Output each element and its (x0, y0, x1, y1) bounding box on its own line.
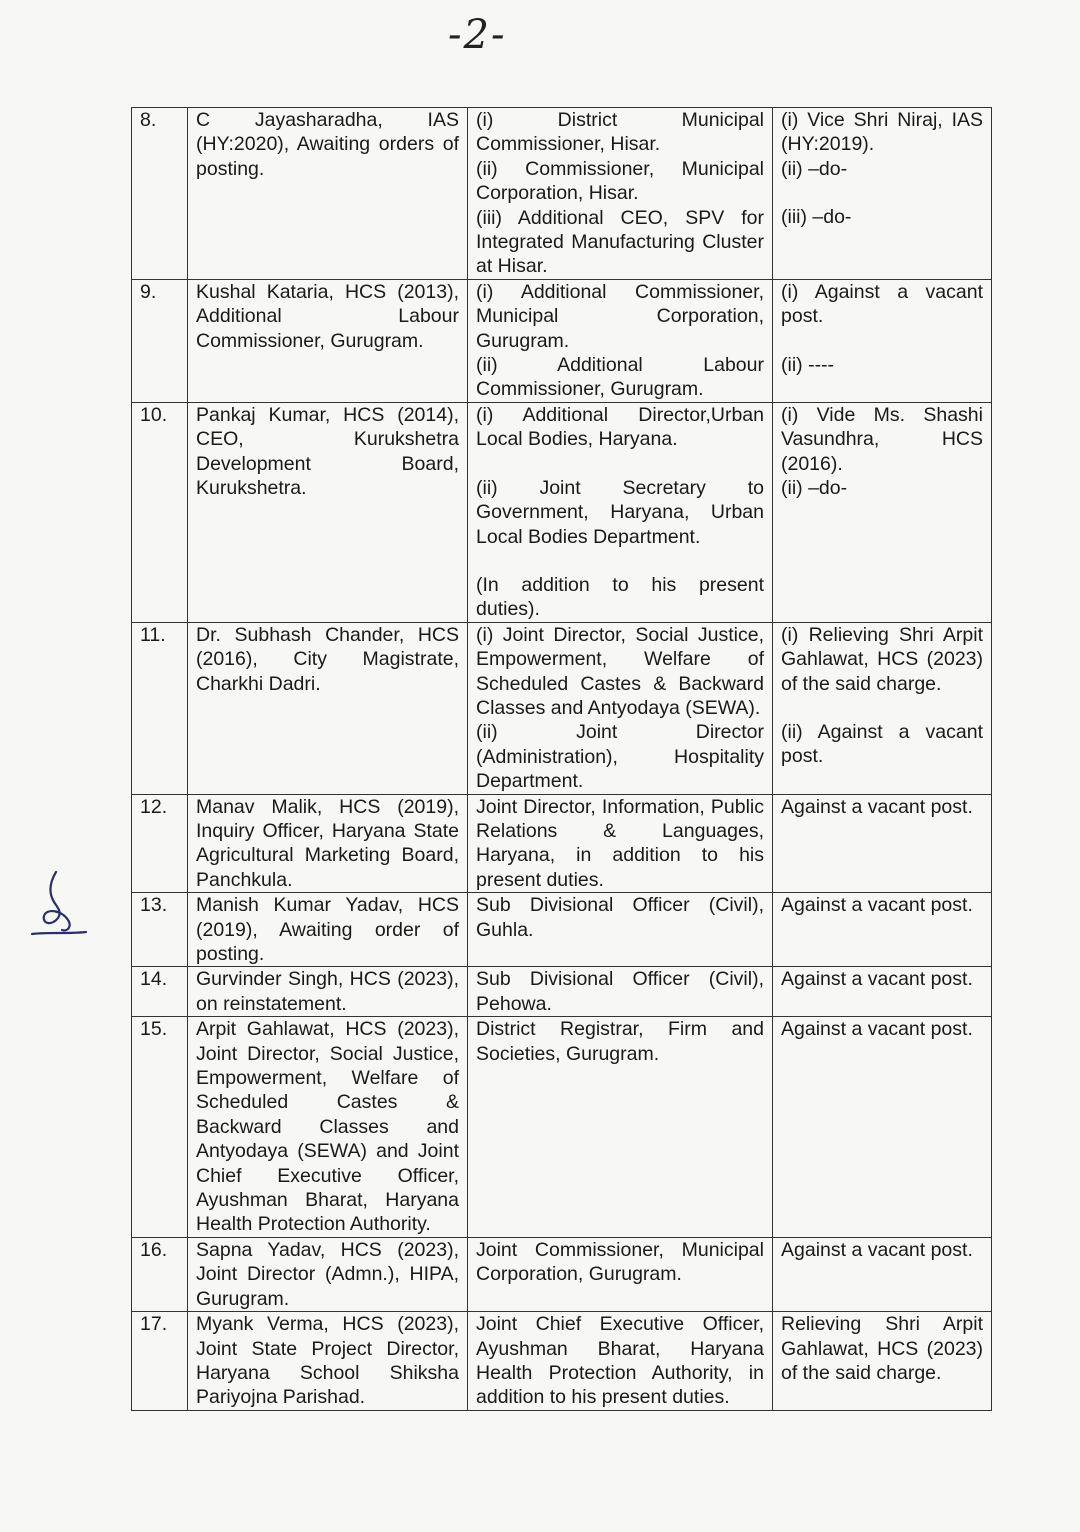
new-posting (468, 402, 773, 622)
new-posting: Sub Divisional Officer (Civil), Guhla. (468, 893, 773, 967)
remark-item: (ii) –do- (781, 477, 848, 500)
page-number: -2- (448, 12, 507, 58)
officer-details: Gurvinder Singh, HCS (2023), on reinstatement. (188, 967, 468, 1017)
posting-item: (ii) Commissioner, Municipal Corporation, Hisar. (476, 157, 764, 205)
table-row (132, 108, 992, 280)
officer-details: Manav Malik, HCS (2019), Inquiry Officer, Haryana State Agricultural Marketing Board, Panchkula. (188, 794, 468, 893)
officer-details: Dr. Subhash Chander, HCS (2016), City Magistrate, Charkhi Dadri. (188, 622, 468, 794)
serial-number: 13. (132, 893, 188, 967)
remarks: Against a vacant post. (773, 794, 992, 893)
remarks (773, 279, 992, 402)
new-posting: Joint Chief Executive Officer, Ayushman Bharat, Haryana Health Protection Authority, in addition to his present duties. (468, 1312, 773, 1411)
officer-details: Sapna Yadav, HCS (2023), Joint Director (Admn.), HIPA, Gurugram. (188, 1237, 468, 1311)
table-row (132, 1017, 992, 1238)
serial-number: 11. (132, 622, 188, 794)
remark-item: (ii) –do- (781, 157, 848, 180)
table-row (132, 967, 992, 1017)
officer-details: Pankaj Kumar, HCS (2014), CEO, Kurukshetra Development Board, Kurukshetra. (188, 402, 468, 622)
new-posting: Joint Commissioner, Municipal Corporation, Gurugram. (468, 1237, 773, 1311)
officer-details: C Jayasharadha, IAS (HY:2020), Awaiting orders of posting. (188, 108, 468, 280)
table-row (132, 402, 992, 622)
serial-number: 14. (132, 967, 188, 1017)
officer-details: Kushal Kataria, HCS (2013), Additional Labour Commissioner, Gurugram. (188, 279, 468, 402)
remarks: Against a vacant post. (773, 893, 992, 967)
new-posting: District Registrar, Firm and Societies, Gurugram. (468, 1017, 773, 1238)
remarks (773, 108, 992, 280)
handwritten-initials-signature (28, 868, 88, 948)
posting-item: (ii) Joint Secretary to Government, Haryana, Urban Local Bodies Department. (476, 476, 764, 548)
serial-number: 10. (132, 402, 188, 622)
posting-item: (i) District Municipal Commissioner, Hisar. (476, 109, 764, 156)
serial-number: 12. (132, 794, 188, 893)
posting-item: (In addition to his present duties). (476, 573, 764, 621)
table-row (132, 893, 992, 967)
serial-number: 15. (132, 1017, 188, 1238)
posting-item: (i) Additional Director,Urban Local Bodies, Haryana. (476, 403, 764, 451)
officer-details: Arpit Gahlawat, HCS (2023), Joint Director, Social Justice, Empowerment, Welfare of Scheduled Castes & Backward Classes and Antyodaya (SEWA) and Joint Chief Executive Officer, Ayushman Bharat, Haryana Health Protection Authority. (188, 1017, 468, 1238)
remarks (773, 402, 992, 622)
remark-item: (ii) Against a vacant post. (781, 720, 983, 768)
table-row (132, 279, 992, 402)
posting-item: (i) Additional Commissioner, Municipal Corporation, Gurugram. (476, 280, 764, 352)
remarks: Against a vacant post. (773, 967, 992, 1017)
new-posting (468, 279, 773, 402)
remark-item: (i) Against a vacant post. (781, 280, 983, 328)
serial-number: 17. (132, 1312, 188, 1411)
serial-number: 16. (132, 1237, 188, 1311)
remark-item: (ii) ---- (781, 353, 835, 376)
table-row (132, 622, 992, 794)
serial-number: 9. (132, 279, 188, 402)
new-posting: Joint Director, Information, Public Relations & Languages, Haryana, in addition to his present duties. (468, 794, 773, 893)
serial-number: 8. (132, 108, 188, 280)
remark-item: (i) Relieving Shri Arpit Gahlawat, HCS (2023) of the said charge. (781, 623, 983, 695)
table-row (132, 794, 992, 893)
remark-item: (i) Vice Shri Niraj, IAS (HY:2019). (781, 109, 983, 156)
remarks: Against a vacant post. (773, 1237, 992, 1311)
posting-orders-table (131, 107, 992, 1411)
remarks (773, 622, 992, 794)
posting-item: (ii) Joint Director (Administration), Hospitality Department. (476, 721, 764, 793)
posting-item: (ii) Additional Labour Commissioner, Gurugram. (476, 354, 764, 401)
remark-item: (i) Vide Ms. Shashi Vasundhra, HCS (2016). (781, 403, 983, 475)
remark-item: (iii) –do- (781, 206, 852, 229)
posting-item: (iii) Additional CEO, SPV for Integrated Manufacturing Cluster at Hisar. (476, 206, 764, 278)
officer-details: Myank Verma, HCS (2023), Joint State Project Director, Haryana School Shiksha Pariyojna Parishad. (188, 1312, 468, 1411)
posting-item: (i) Joint Director, Social Justice, Empowerment, Welfare of Scheduled Castes & Backward Classes and Antyodaya (SEWA). (476, 623, 764, 719)
table-row (132, 1237, 992, 1311)
new-posting (468, 108, 773, 280)
remarks: Relieving Shri Arpit Gahlawat, HCS (2023) of the said charge. (773, 1312, 992, 1411)
new-posting (468, 622, 773, 794)
remarks: Against a vacant post. (773, 1017, 992, 1238)
table-row (132, 1312, 992, 1411)
officer-details: Manish Kumar Yadav, HCS (2019), Awaiting order of posting. (188, 893, 468, 967)
new-posting: Sub Divisional Officer (Civil), Pehowa. (468, 967, 773, 1017)
